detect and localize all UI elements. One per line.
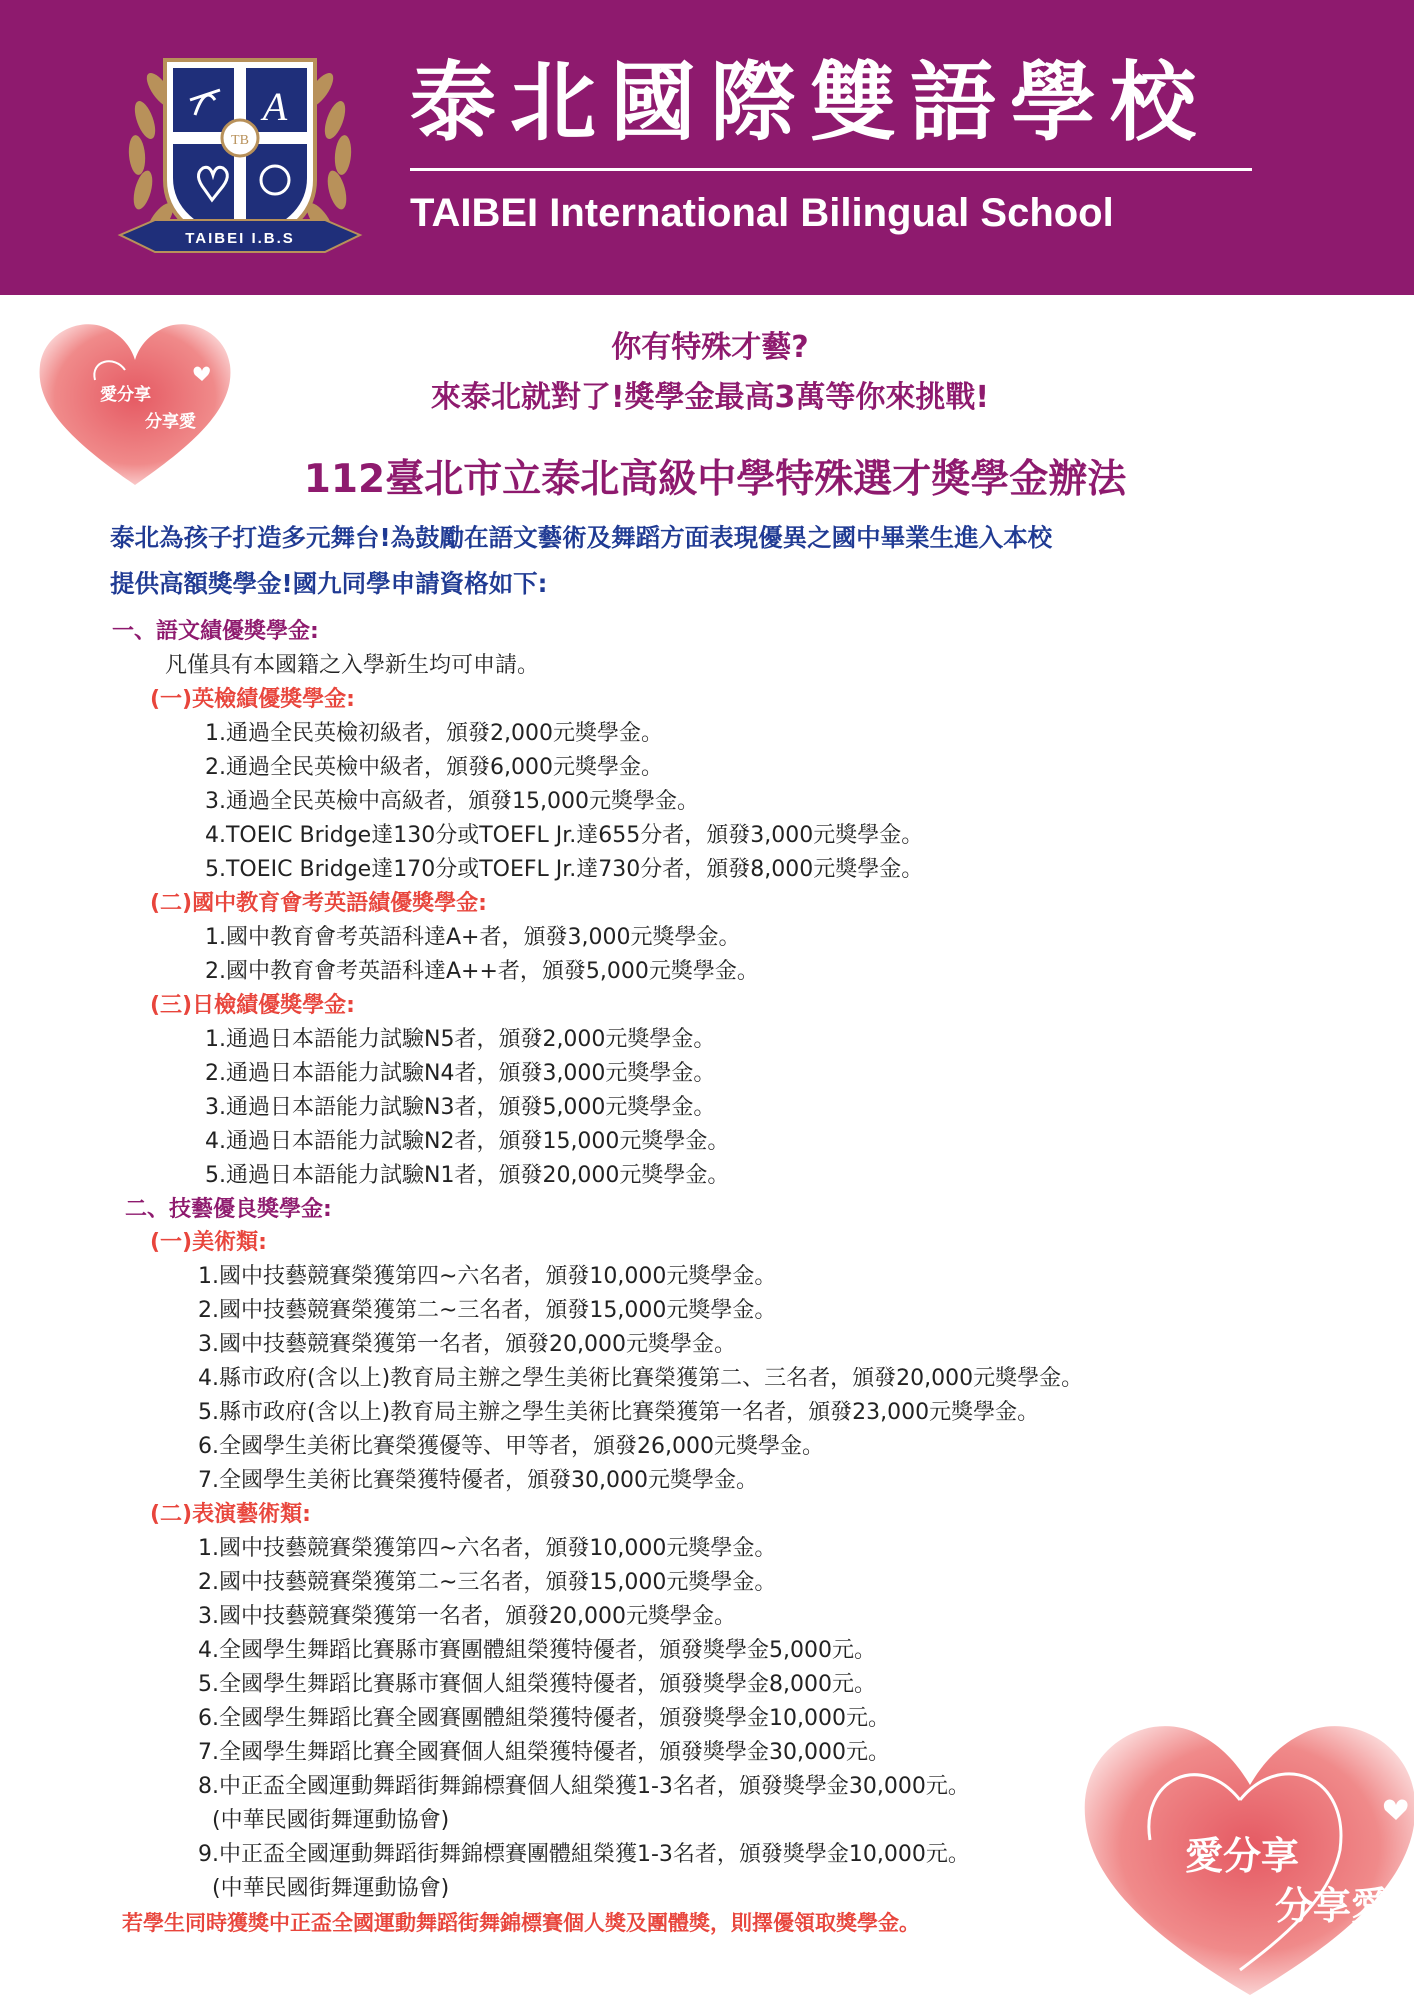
heart-large-text-2: 分享愛 bbox=[1275, 1884, 1390, 1928]
list-item: 1.國中教育會考英語科達A+者，頒發3,000元獎學金。 bbox=[205, 925, 741, 950]
heart-large-text-1: 愛分享 bbox=[1185, 1834, 1300, 1878]
list-item: 2.通過全民英檢中級者，頒發6,000元獎學金。 bbox=[205, 755, 663, 780]
section2-sub1-heading: (一)美術類: bbox=[150, 1230, 267, 1255]
list-item: 2.國中教育會考英語科達A++者，頒發5,000元獎學金。 bbox=[205, 959, 759, 984]
list-item: 3.國中技藝競賽榮獲第一名者，頒發20,000元獎學金。 bbox=[198, 1332, 736, 1357]
list-item: 4.縣市政府(含以上)教育局主辦之學生美術比賽榮獲第二、三名者，頒發20,000元獎學金。 bbox=[198, 1366, 1084, 1391]
school-name-english: TAIBEI International Bilingual School bbox=[410, 191, 1114, 235]
heart-sticker-large bbox=[1050, 1680, 1414, 2000]
list-item: 1.國中技藝競賽榮獲第四~六名者，頒發10,000元獎學金。 bbox=[198, 1264, 777, 1289]
list-item: 1.國中技藝競賽榮獲第四~六名者，頒發10,000元獎學金。 bbox=[198, 1536, 777, 1561]
heart-small-text-2: 分享愛 bbox=[145, 412, 196, 432]
list-item: 1.通過日本語能力試驗N5者，頒發2,000元獎學金。 bbox=[205, 1027, 716, 1052]
list-item: 3.國中技藝競賽榮獲第一名者，頒發20,000元獎學金。 bbox=[198, 1604, 736, 1629]
footer-note: 若學生同時獲獎中正盃全國運動舞蹈街舞錦標賽個人獎及團體獎，則擇優領取獎學金。 bbox=[122, 1911, 920, 1935]
list-item: 6.全國學生美術比賽榮獲優等、甲等者，頒發26,000元獎學金。 bbox=[198, 1434, 824, 1459]
list-item: 3.通過日本語能力試驗N3者，頒發5,000元獎學金。 bbox=[205, 1095, 716, 1120]
logo-label: TAIBEI I.B.S bbox=[185, 230, 295, 247]
header-banner bbox=[0, 0, 1414, 295]
list-item: 2.國中技藝競賽榮獲第二~三名者，頒發15,000元獎學金。 bbox=[198, 1570, 777, 1595]
heart-small-text-1: 愛分享 bbox=[100, 385, 151, 405]
school-crest-logo bbox=[115, 30, 365, 270]
school-name-chinese: 泰北國際雙語學校 bbox=[410, 53, 1210, 153]
intro-line-2: 提供高額獎學金!國九同學申請資格如下: bbox=[110, 569, 548, 598]
section1-eligibility: 凡僅具有本國籍之入學新生均可申請。 bbox=[165, 653, 540, 678]
list-item: 5.全國學生舞蹈比賽縣市賽個人組榮獲特優者，頒發獎學金8,000元。 bbox=[198, 1672, 876, 1697]
list-item: 1.通過全民英檢初級者，頒發2,000元獎學金。 bbox=[205, 721, 663, 746]
list-item: 4.TOEIC Bridge達130分或TOEFL Jr.達655分者，頒發3,000元獎學金。 bbox=[205, 823, 924, 848]
list-item: 5.通過日本語能力試驗N1者，頒發20,000元獎學金。 bbox=[205, 1163, 730, 1188]
list-item: 5.縣市政府(含以上)教育局主辦之學生美術比賽榮獲第一名者，頒發23,000元獎學金。 bbox=[198, 1400, 1040, 1425]
svg-text:A: A bbox=[262, 84, 288, 129]
svg-text:TB: TB bbox=[231, 133, 249, 148]
section1-sub1-heading: (一)英檢績優獎學金: bbox=[150, 687, 355, 712]
list-item: 2.國中技藝競賽榮獲第二~三名者，頒發15,000元獎學金。 bbox=[198, 1298, 777, 1323]
section2-heading: 二、技藝優良獎學金: bbox=[125, 1197, 332, 1222]
list-item: 4.全國學生舞蹈比賽縣市賽團體組榮獲特優者，頒發獎學金5,000元。 bbox=[198, 1638, 876, 1663]
list-item-note: (中華民國街舞運動協會) bbox=[212, 1876, 450, 1901]
section1-sub3-heading: (三)日檢績優獎學金: bbox=[150, 993, 355, 1018]
section1-heading: 一、語文績優獎學金: bbox=[112, 619, 319, 644]
section2-sub2-heading: (二)表演藝術類: bbox=[150, 1502, 311, 1527]
list-item: 4.通過日本語能力試驗N2者，頒發15,000元獎學金。 bbox=[205, 1129, 730, 1154]
section1-sub2-heading: (二)國中教育會考英語績優獎學金: bbox=[150, 891, 487, 916]
list-item: 7.全國學生美術比賽榮獲特優者，頒發30,000元獎學金。 bbox=[198, 1468, 758, 1493]
list-item: 6.全國學生舞蹈比賽全國賽團體組榮獲特優者，頒發獎學金10,000元。 bbox=[198, 1706, 890, 1731]
list-item: 9.中正盃全國運動舞蹈街舞錦標賽團體組榮獲1-3名者，頒發獎學金10,000元。 bbox=[198, 1842, 970, 1867]
intro-line-1: 泰北為孩子打造多元舞台!為鼓勵在語文藝術及舞蹈方面表現優異之國中畢業生進入本校 bbox=[110, 523, 1053, 552]
list-item: 8.中正盃全國運動舞蹈街舞錦標賽個人組榮獲1-3名者，頒發獎學金30,000元。 bbox=[198, 1774, 970, 1799]
tagline-question: 你有特殊才藝? bbox=[611, 330, 809, 365]
list-item: 5.TOEIC Bridge達170分或TOEFL Jr.達730分者，頒發8,000元獎學金。 bbox=[205, 857, 924, 882]
header-divider bbox=[410, 168, 1252, 171]
list-item: 3.通過全民英檢中高級者，頒發15,000元獎學金。 bbox=[205, 789, 699, 814]
list-item: 2.通過日本語能力試驗N4者，頒發3,000元獎學金。 bbox=[205, 1061, 716, 1086]
tagline-challenge: 來泰北就對了!獎學金最高3萬等你來挑戰! bbox=[430, 380, 990, 415]
page-title: 112臺北市立泰北高級中學特殊選才獎學金辦法 bbox=[303, 457, 1127, 502]
list-item-note: (中華民國街舞運動協會) bbox=[212, 1808, 450, 1833]
list-item: 7.全國學生舞蹈比賽全國賽個人組榮獲特優者，頒發獎學金30,000元。 bbox=[198, 1740, 890, 1765]
